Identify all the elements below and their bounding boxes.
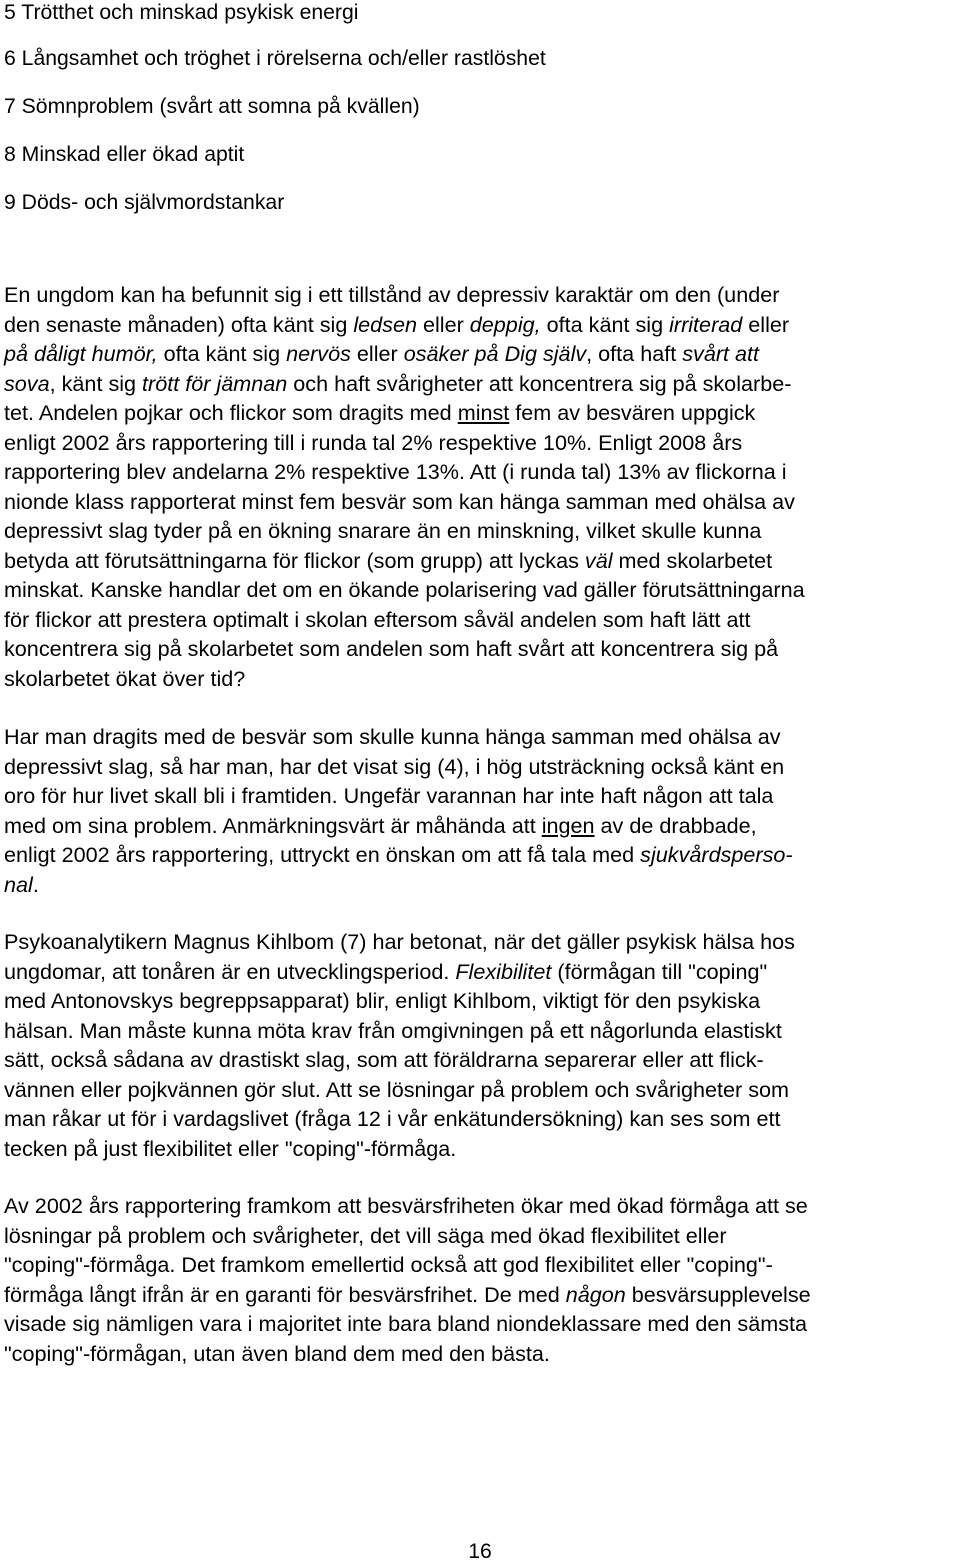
text-run: med skolarbetet [612, 547, 773, 573]
italic-run: ledsen [353, 311, 417, 337]
text-run: . [32, 871, 39, 897]
text-run: för flickor att prestera optimalt i skolan eftersom såväl andelen som haft lätt att [4, 606, 751, 632]
text-line [4, 722, 781, 751]
text-run: med Antonovskys begreppsapparat) blir, enligt Kihlbom, viktigt för den psykiska [4, 988, 761, 1013]
text-line [4, 870, 39, 899]
text-line [4, 516, 761, 545]
text-run: visade sig nämligen vara i majoritet inte bara bland niondeklassare med den sämsta [4, 1311, 808, 1336]
text-run: depressivt slag tyder på en ökning snarare än en minskning, vilket skulle kunna [4, 518, 762, 543]
text-line [4, 1104, 781, 1133]
text-run: ungdomar, att tonåren är en utvecklingsperiod. [4, 958, 456, 984]
italic-run: osäker på Dig själv [403, 341, 587, 366]
text-run: Psykoanalytikern Magnus Kihlbom (7) har betonat, när det gäller psykisk hälsa hos [4, 929, 795, 954]
text-line [4, 1075, 789, 1104]
text-line [4, 605, 751, 634]
list-item: 8 Minskad eller ökad aptit [4, 143, 245, 166]
text-run: depressivt slag, så har man, har det visat sig (4), i hög utsträckning också känt en [4, 753, 785, 779]
text-line [4, 280, 779, 309]
text-run: enligt 2002 års rapportering, uttryckt en önskan om att få tala med [4, 842, 641, 867]
list-item: 6 Långsamhet och tröghet i rörelserna och/eller rastlöshet [4, 47, 546, 70]
list-item: 5 Trötthet och minskad psykisk energi [4, 1, 359, 24]
text-run: oro för hur livet skall bli i framtiden. Ungefär varannan har inte haft någon att tala [4, 783, 774, 808]
italic-run: på dåligt humör, [4, 341, 158, 366]
text-line [4, 927, 795, 956]
italic-run: sjukvårdsperso- [640, 842, 793, 867]
text-line [4, 487, 795, 516]
text-run: tet. Andelen pojkar och flickor som dragits med [4, 400, 458, 425]
text-line [4, 546, 772, 575]
text-run: koncentrera sig på skolarbetet som andelen som haft svårt att koncentrera sig på [4, 636, 779, 661]
text-run: eller [742, 311, 790, 337]
italic-run: nervös [286, 341, 351, 366]
text-line [4, 811, 757, 840]
text-run: , känt sig [49, 370, 143, 396]
text-run: hälsan. Man måste kunna möta krav från omgivningen på ett någorlunda elastiskt [4, 1017, 782, 1043]
text-run: Har man dragits med de besvär som skulle kunna hänga samman med ohälsa av [4, 724, 781, 749]
text-run: En ungdom kan ha befunnit sig i ett tillstånd av depressiv karaktär om den (under [4, 282, 780, 307]
italic-run: nal [4, 871, 33, 897]
text-run: "coping"-förmåga. Det framkom emellertid också att god flexibilitet eller "coping"- [4, 1252, 773, 1277]
text-run: och haft svårigheter att koncentrera sig på skolarbe- [287, 370, 792, 396]
text-line [4, 840, 793, 869]
text-run: förmåga långt ifrån är en garanti för besvärsfrihet. De med [4, 1281, 566, 1307]
text-run: Av 2002 års rapportering framkom att besvärsfriheten ökar med ökad förmåga att se [4, 1193, 808, 1218]
text-run: besvärsupplevelse [625, 1281, 811, 1307]
text-run: av de drabbade, [594, 812, 757, 838]
text-run: ofta känt sig [540, 311, 670, 337]
list-item: 7 Sömnproblem (svårt att somna på kvällen) [4, 95, 420, 118]
text-run: rapportering blev andelarna 2% respektive 13%. Att (i runda tal) 13% av flickorna i [4, 459, 787, 484]
text-line [4, 986, 760, 1015]
text-run: "coping"-förmågan, utan även bland dem med den bästa. [4, 1340, 550, 1366]
text-line [4, 1045, 764, 1074]
text-line [4, 781, 773, 810]
text-line [4, 957, 767, 986]
text-line [4, 457, 787, 486]
text-run: betyda att förutsättningarna för flickor (som grupp) att lyckas [4, 547, 585, 573]
text-run: lösningar på problem och svårigheter, det vill säga med ökad flexibilitet eller [4, 1222, 727, 1248]
text-run: nionde klass rapporterat minst fem besvär som kan hänga samman med ohälsa av [4, 488, 795, 514]
text-line [4, 1339, 550, 1368]
list-item: 9 Döds- och självmordstankar [4, 191, 285, 214]
text-line [4, 1280, 811, 1309]
italic-run: någon [565, 1281, 626, 1307]
italic-run: irriterad [669, 311, 743, 337]
text-run: skolarbetet ökat över tid? [4, 665, 246, 691]
text-line [4, 339, 759, 368]
text-line [4, 1016, 782, 1045]
text-line [4, 369, 791, 398]
text-run: fem av besvären uppgick [509, 400, 756, 425]
text-line [4, 428, 742, 457]
text-line [4, 664, 245, 693]
text-line [4, 1134, 456, 1163]
text-line [4, 634, 778, 663]
text-line [4, 1309, 807, 1338]
text-run: eller [416, 311, 470, 337]
text-run: (förmågan till "coping" [551, 958, 768, 984]
text-run: med om sina problem. Anmärkningsvärt är måhända att [4, 812, 542, 838]
italic-run: svårt att [682, 341, 760, 366]
italic-run: väl [584, 547, 613, 573]
underlined-run: minst [457, 400, 510, 425]
text-run: , ofta haft [586, 341, 683, 366]
page-number: 16 [468, 1540, 492, 1563]
italic-run: sova [4, 370, 50, 396]
text-line [4, 398, 755, 427]
text-run: sätt, också sådana av drastiskt slag, som att föräldrarna separerar eller att flick- [4, 1047, 764, 1072]
text-run: ofta känt sig [157, 341, 287, 366]
text-run: man råkar ut för i vardagslivet (fråga 12 i vår enkätundersökning) kan ses som ett [4, 1106, 781, 1131]
text-run: den senaste månaden) ofta känt sig [4, 311, 354, 337]
text-run: eller [350, 341, 404, 366]
text-run: vännen eller pojkvännen gör slut. Att se lösningar på problem och svårigheter som [4, 1076, 790, 1102]
text-run: enligt 2002 års rapportering till i runda tal 2% respektive 10%. Enligt 2008 års [4, 429, 743, 455]
italic-run: deppig, [469, 311, 541, 337]
text-line [4, 1221, 727, 1250]
text-run: minskat. Kanske handlar det om en ökande polarisering vad gäller förutsättningarna [4, 577, 805, 602]
italic-run: Flexibilitet [455, 958, 552, 984]
underlined-run: ingen [541, 812, 595, 838]
text-line [4, 1250, 773, 1279]
text-line [4, 1191, 808, 1220]
italic-run: trött för jämnan [142, 370, 288, 396]
text-line [4, 575, 805, 604]
text-line [4, 310, 789, 339]
text-line [4, 752, 784, 781]
text-run: tecken på just flexibilitet eller "coping"-förmåga. [4, 1135, 457, 1161]
